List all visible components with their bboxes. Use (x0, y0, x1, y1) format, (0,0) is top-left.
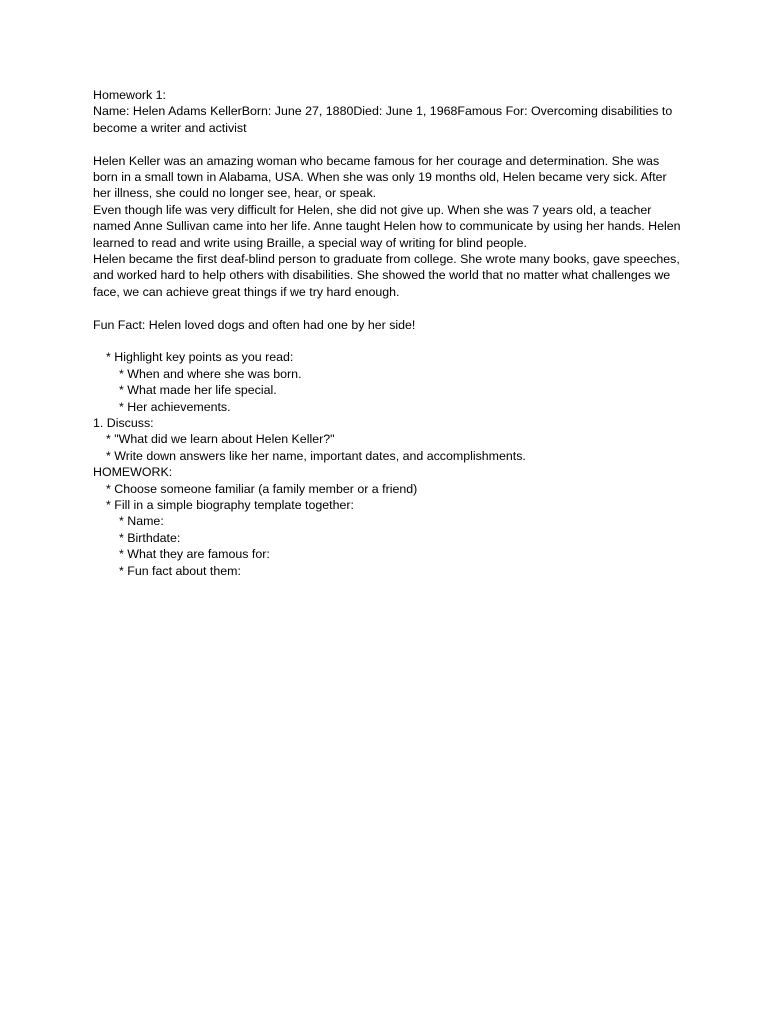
template-field: * Name: (119, 514, 164, 529)
template-field: * Birthdate: (119, 530, 181, 545)
discuss-label: 1. Discuss: (93, 415, 154, 430)
blank-line (93, 136, 683, 152)
highlight-label: * Highlight key points as you read: (106, 350, 294, 365)
highlight-item: * Her achievements. (119, 399, 231, 414)
fun-fact: Fun Fact: Helen loved dogs and often had one by her side! (93, 317, 416, 332)
template-field: * Fun fact about them: (119, 563, 241, 578)
paragraph-early-life: Helen Keller was an amazing woman who became famous for her courage and determination. She was born in a small town in Alabama, USA. When she was only 19 months old, Helen became very sick. After her illness, she could no longer see, hear, or speak. (93, 153, 667, 201)
biography-summary-line: Name: Helen Adams KellerBorn: June 27, 1880Died: June 1, 1968Famous For: Overcoming disabilities to become a writer and activist (93, 104, 673, 135)
template-field: * What they are famous for: (119, 547, 270, 562)
highlight-item: * What made her life special. (119, 383, 277, 398)
blank-line (93, 300, 683, 316)
discuss-item: * "What did we learn about Helen Keller?" (106, 432, 335, 447)
document-body (93, 87, 683, 579)
paragraph-anne-sullivan: Even though life was very difficult for Helen, she did not give up. When she was 7 years old, a teacher named Anne Sullivan came into her life. Anne taught Helen how to communicate by using her hands. Helen learned to read and write using Braille, a special way of writing for blind people. (93, 202, 681, 250)
homework-label: HOMEWORK: (93, 465, 173, 480)
blank-line (93, 333, 683, 349)
paragraph-achievements: Helen became the first deaf-blind person to graduate from college. She wrote many books, gave speeches, and worked hard to help others with disabilities. She showed the world that no matter what challenges we face, we can achieve great things if we try hard enough. (93, 252, 680, 299)
homework-item: * Fill in a simple biography template together: (106, 497, 354, 512)
discuss-item: * Write down answers like her name, important dates, and accomplishments. (106, 448, 526, 463)
highlight-item: * When and where she was born. (119, 366, 302, 381)
homework-heading: Homework 1: (93, 88, 166, 102)
homework-item: * Choose someone familiar (a family member or a friend) (106, 481, 418, 496)
